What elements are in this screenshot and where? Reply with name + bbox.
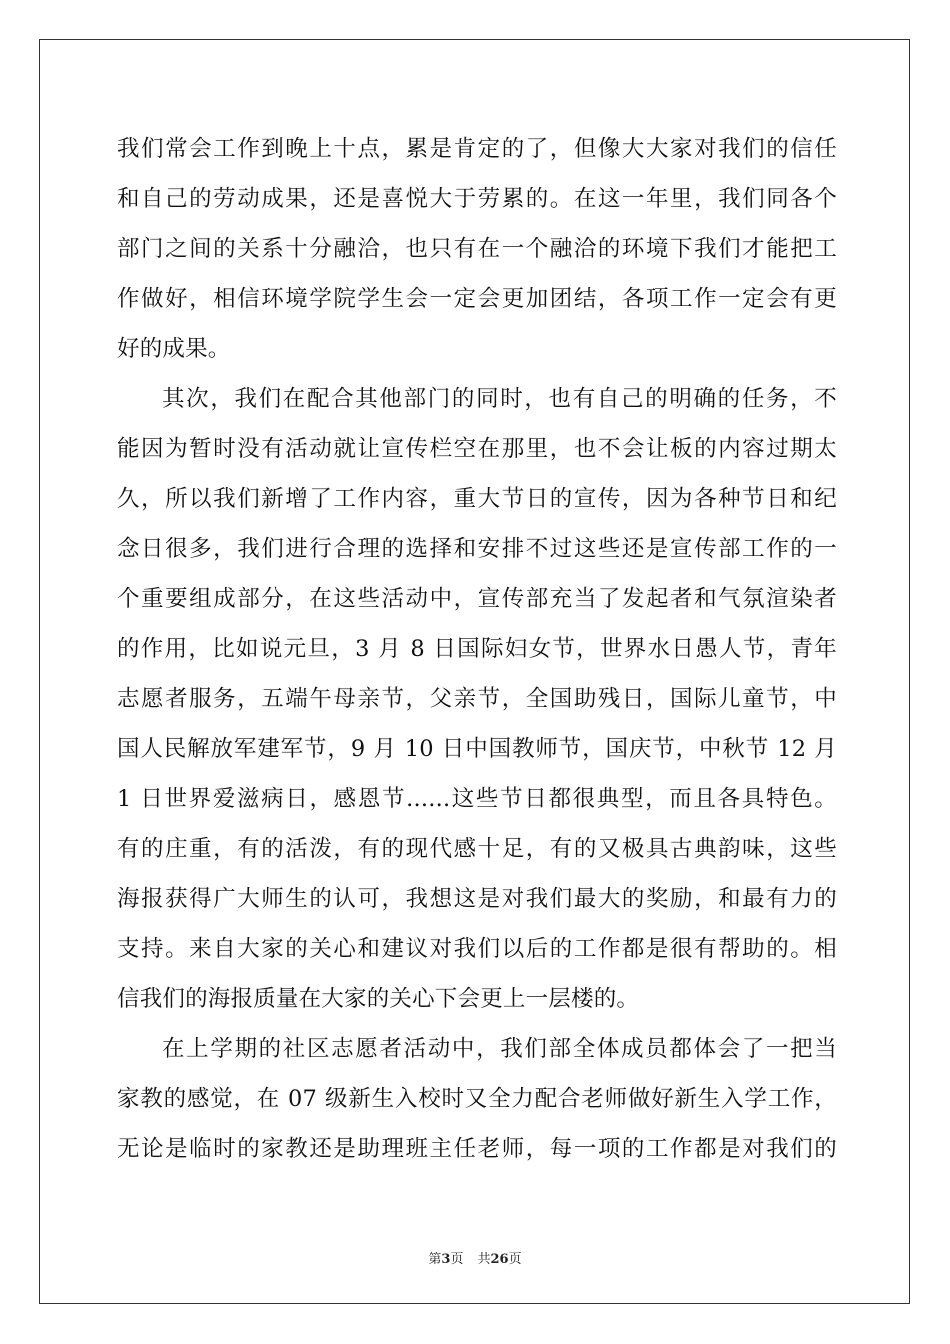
page-label-prefix: 第: [428, 1252, 442, 1267]
page-border: [39, 39, 910, 1304]
body-text-line: 部门之间的关系十分融洽，也只有在一个融洽的环境下我们才能把工: [117, 236, 837, 262]
body-text-line: 久，所以我们新增了工作内容，重大节日的宣传，因为各种节日和纪: [117, 486, 837, 512]
body-text-line: 信我们的海报质量在大家的关心下会更上一层楼的。: [117, 986, 640, 1012]
body-text-line: 志愿者服务，五端午母亲节，父亲节，全国助残日，国际儿童节，中: [117, 686, 837, 712]
body-text-line: 支持。来自大家的关心和建议对我们以后的工作都是很有帮助的。相: [117, 936, 837, 962]
current-page-number: 3: [441, 1252, 451, 1267]
body-text-line: 念日很多，我们进行合理的选择和安排不过这些还是宣传部工作的一: [117, 536, 837, 562]
total-page-count: 26: [490, 1252, 509, 1267]
body-text-line: 有的庄重，有的活泼，有的现代感十足，有的又极具古典韵味，这些: [117, 836, 837, 862]
paragraph-first-line: 在上学期的社区志愿者活动中，我们部全体成员都体会了一把当: [162, 1036, 837, 1062]
body-text-line: 个重要组成部分，在这些活动中，宣传部充当了发起者和气氛渲染者: [117, 586, 837, 612]
total-label-suffix: 页: [508, 1252, 522, 1267]
body-text-line: 国人民解放军建军节，9 月 10 日中国教师节，国庆节，中秋节 12 月: [117, 736, 837, 762]
body-text-line: 1 日世界爱滋病日，感恩节......这些节日都很典型，而且各具特色。: [117, 786, 837, 812]
paragraph-first-line: 其次，我们在配合其他部门的同时，也有自己的明确的任务，不: [162, 386, 837, 412]
page-footer: [0, 1248, 950, 1267]
body-text-line: 无论是临时的家教还是助理班主任老师，每一项的工作都是对我们的: [117, 1136, 837, 1162]
body-text-line: 海报获得广大师生的认可，我想这是对我们最大的奖励，和最有力的: [117, 886, 837, 912]
page-label-suffix: 页: [450, 1252, 464, 1267]
body-text-line: 我们常会工作到晚上十点，累是肯定的了，但像大大家对我们的信任: [117, 136, 837, 162]
body-text-line: 的作用，比如说元旦，3 月 8 日国际妇女节，世界水日愚人节，青年: [117, 636, 837, 662]
body-text-line: 家教的感觉，在 07 级新生入校时又全力配合老师做好新生入学工作，: [117, 1086, 837, 1112]
body-text-line: 能因为暂时没有活动就让宣传栏空在那里，也不会让板的内容过期太: [117, 436, 837, 462]
total-label-prefix: 共: [477, 1252, 491, 1267]
body-text-line: 好的成果。: [117, 336, 231, 362]
body-text-line: 和自己的劳动成果，还是喜悦大于劳累的。在这一年里，我们同各个: [117, 186, 837, 212]
body-text-line: 作做好，相信环境学院学生会一定会更加团结，各项工作一定会有更: [117, 286, 837, 312]
